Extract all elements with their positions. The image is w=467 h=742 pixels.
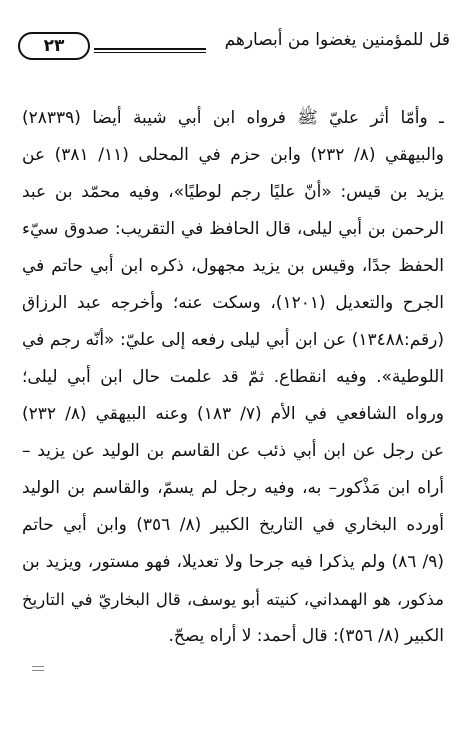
text-line-8: اللوطية». وفيه انقطاع. ثمّ قد علمت حال ابن أبي ليلى؛ [22, 367, 444, 387]
header-rule [94, 48, 206, 50]
text-line-15: الكبير (٨/ ٣٥٦): قال أحمد: لا أراه يصحّ. [168, 626, 444, 646]
text-line-10: عن رجل عن ابن أبي ذئب عن القاسم بن الوليد عن يزيد – [22, 441, 444, 461]
text-line-1: ـ وأمّا أثر عليّ ﷺ فرواه ابن أبي شيبة أيضا (٢٨٣٣٩) [22, 108, 444, 128]
text-line-13: (٩/ ٨٦) ولم يذكرا فيه جرحا ولا تعديلا، فهو مستور، ويزيد بن [22, 552, 444, 572]
body-text [22, 100, 444, 655]
text-line-5: الحفظ جدًا، وقيس بن يزيد مجهول، ذكره ابن أبي حاتم في [22, 256, 444, 276]
text-line-12: أورده البخاري في التاريخ الكبير (٨/ ٣٥٦) وابن أبي حاتم [22, 515, 444, 535]
text-line-11: أراه ابن مَذْكور– به، وفيه رجل لم يسمّ، والقاسم بن الوليد [22, 478, 444, 498]
text-line-2: والبيهقي (٨/ ٢٣٢) وابن حزم في المحلى (١١/ ٣٨١) عن [22, 145, 444, 165]
text-line-9: ورواه الشافعي في الأم (٧/ ١٨٣) وعنه البيهقي (٨/ ٢٣٢) [22, 404, 444, 424]
page-number: ٢٣ [18, 32, 90, 60]
text-line-6: الجرح والتعديل (١٢٠١)، وسكت عنه؛ وأخرجه عبد الرزاق [22, 293, 444, 313]
text-line-4: الرحمن بن أبي ليلى، قال الحافظ في التقريب: صدوق سيّء [22, 219, 444, 239]
page-header [18, 26, 450, 62]
text-line-14: مذكور، هو الهمداني، كنيته أبو يوسف، قال البخاريّ في التاريخ [22, 590, 444, 609]
footnote-mark [32, 666, 44, 667]
running-title: قل للمؤمنين يغضوا من أبصارهم [224, 30, 450, 50]
text-line-3: يزيد بن قيس: «أنّ عليًا رجم لوطيًا»، وفيه محمّد بن عبد [22, 182, 444, 202]
text-line-7: (رقم:١٣٤٨٨) عن ابن أبي ليلى رفعه إلى عليّ: «أنّه رجم في [22, 330, 444, 350]
header-rule-thin [94, 52, 206, 53]
footnote-mark-lower [32, 670, 44, 671]
